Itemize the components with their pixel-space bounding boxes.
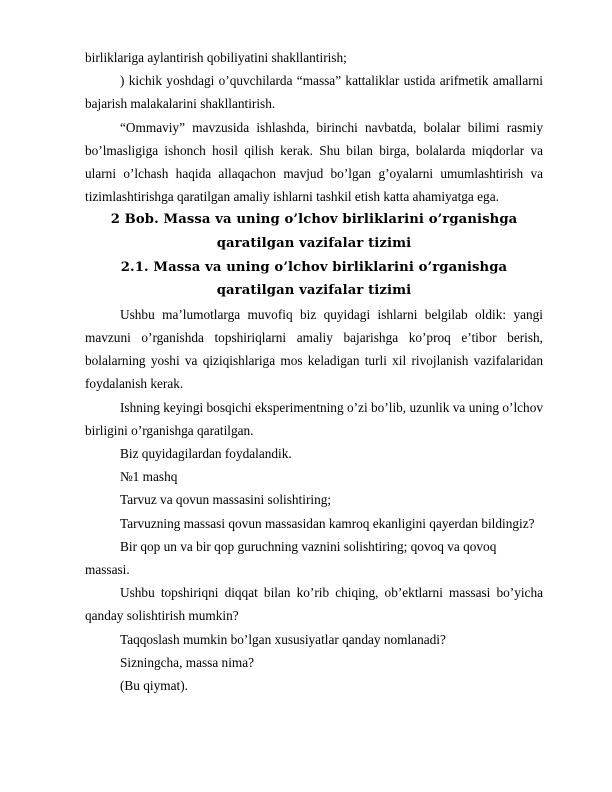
- exercise-line: Bir qop un va bir qop guruchning vaznini solishtiring; qovoq va qovoq massasi.: [85, 538, 497, 578]
- paragraph-we-used: Biz quyidagilardan foydalandik.: [120, 446, 292, 462]
- paragraph-ommaviy-topic: “Ommaviy” mavzusida ishlashda, birinchi navbatda, bolalar bilimi rasmiy bo’lmasligiga ishonch hosil qilish kerak. Shu bilan birga, bolalarda miqdorlar va ularni o’lchash haqida allaqachon mavjud bo’lgan g’oyalarni umumlashtirish va tizimlashtirishga qaratilgan amaliy ishlarni tashkil etish katta ahamiyatga ega.: [85, 119, 543, 205]
- chapter-heading: 2 Bob. Massa va uning o’lchov birliklarini o’rganishga qaratilgan vazifalar tizimi: [110, 212, 518, 252]
- exercise-line: Taqqoslash mumkin bo’lgan xususiyatlar qanday nomlanadi?: [120, 631, 446, 647]
- document-page: [85, 46, 543, 697]
- paragraph-task-plan: Ushbu ma’lumotlarga muvofiq biz quyidagi ishlarni belgilab oldik: yangi mavzuni o’rganishda topshiriqlarni amaliy bajarishga ko’proq e’tibor berish, bolalarning yoshi va qiziqishlariga mos keladigan turli xil rivojlanish vazifalaridan foydalanish kerak.: [85, 306, 543, 392]
- exercise-line: Tarvuzning massasi qovun massasidan kamroq ekanligini qayerdan bildingiz?: [120, 515, 535, 531]
- exercise-line: (Bu qiymat).: [120, 678, 188, 694]
- exercise-line: Tarvuz va qovun massasini solishtiring;: [120, 492, 332, 508]
- exercise-number: №1 mashq: [120, 469, 178, 485]
- paragraph-continuation: birliklariga aylantirish qobiliyatini shakllantirish;: [85, 50, 347, 65]
- paragraph-arithmetic-skills: ) kichik yoshdagi o’quvchilarda “massa” kattaliklar ustida arifmetik amallarni bajarish malakalarini shakllantirish.: [85, 73, 543, 112]
- exercise-line: Ushbu topshiriqni diqqat bilan ko’rib chiqing, ob’ektlarni massasi bo’yicha qanday solishtirish mumkin?: [85, 585, 543, 624]
- section-heading: 2.1. Massa va uning o’lchov birliklarini o’rganishga qaratilgan vazifalar tizimi: [120, 259, 508, 299]
- exercise-line: Sizningcha, massa nima?: [120, 654, 255, 670]
- paragraph-experiment-stage: Ishning keyingi bosqichi eksperimentning o’zi bo’lib, uzunlik va uning o’lchov birligini o’rganishga qaratilgan.: [85, 399, 543, 438]
